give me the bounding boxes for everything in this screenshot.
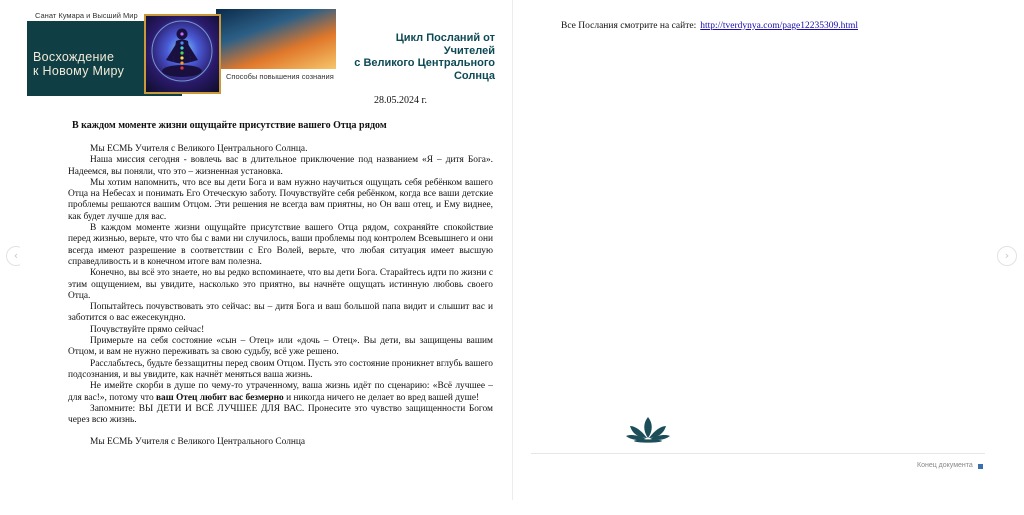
document-page-right	[512, 0, 995, 500]
bold-phrase: ваш Отец любит вас безмерно	[155, 392, 284, 403]
cycle-title: Цикл Посланий от Учителей с Великого Центрального Солнца	[354, 32, 495, 82]
banner-subtitle: Способы повышения сознания	[226, 72, 334, 81]
paragraph: Попытайтесь почувствовать это сейчас: вы – дитя Бога и ваш большой папа видит и слышит вас и заботится о вас ежесекундно.	[68, 302, 493, 324]
paragraph: Наша миссия сегодня - вовлечь вас в длительное приключение под названием «Я – дитя Бога». Надеемся, вы поняли, что это – жизненная установка.	[68, 155, 493, 177]
paragraph: В каждом моменте жизни ощущайте присутствие вашего Отца рядом, сохраняйте спокойствие перед жизнью, верьте, что что бы с вами ни случилось, ваши проблемы под контролем Всевышнего и они всегда имеют разрешение в соответствии с Его Волей, верьте, что любая ситуация имеет высшую справедливость и в конечном итоге вам полезна.	[68, 223, 493, 267]
paragraph: Примерьте на себя состояние «сын – Отец» или «дочь – Отец». Вы дети, вы защищены вашим Отцом, и вам не нужно переживать за свою судьбу, всё уже решено.	[68, 336, 493, 358]
chevron-right-icon: ›	[1004, 249, 1010, 262]
end-of-document-label: Конец документа	[917, 462, 973, 469]
paragraph: Расслабьтесь, будьте беззащитны перед своим Отцом. Пусть это состояние проникнет вглубь вашего подсознания, и вы увидите, как начнёт меняться ваша жизнь.	[68, 358, 493, 380]
end-marker-icon	[978, 464, 983, 469]
document-body	[68, 144, 493, 449]
chevron-left-icon: ‹	[13, 249, 19, 262]
meditation-image	[144, 14, 221, 94]
paragraph: Почувствуйте прямо сейчас!	[90, 324, 205, 335]
document-date: 28.05.2024 г.	[374, 95, 427, 106]
end-divider	[531, 453, 985, 454]
site-link-label: Все Послания смотрите на сайте:	[561, 21, 697, 31]
document-page-left	[20, 0, 510, 500]
document-heading: В каждом моменте жизни ощущайте присутствие вашего Отца рядом	[72, 120, 387, 131]
paragraph: Мы хотим напомнить, что все вы дети Бога и вам нужно научиться ощущать себя ребёнком вашего Отца на Небесах и понимать Его Отеческую заботу. Почувствуйте себя ребёнком, когда все ваши детские проблемы решаются вашим Отцом. Эти решения не всегда вам приятны, но Он ваш отец, и Ему виднее, как будет лучше для вас.	[68, 177, 493, 222]
site-link[interactable]: http://tverdynya.com/page12235309.html	[700, 21, 858, 31]
meditating-figure-icon	[146, 16, 219, 92]
paragraph: Не имейте скорби в душе по чему-то утраченному, ваша жизнь идёт по сценарию: «Всё лучшее – для вас!», потому что ваш Отец любит вас безмерно и никогда ничего не делает во вред вашей душе!	[68, 381, 493, 403]
lotus-icon	[625, 414, 671, 444]
paragraph: Конечно, вы всё это знаете, но вы редко вспоминаете, что вы дети Бога. Старайтесь идти по жизни с этим ощущением, вы увидите, насколько это приятно, вы начнёте ощущать истинную любовь своего Отца.	[68, 268, 493, 301]
paragraph: Запомните: ВЫ ДЕТИ И ВСЁ ЛУЧШЕЕ ДЛЯ ВАС. Пронесите это чувство защищенности Богом через всю жизнь.	[68, 403, 493, 426]
banner-landscape-image	[216, 9, 336, 69]
closing-line: Мы ЕСМЬ Учителя с Великого Центрального Солнца	[90, 437, 306, 448]
site-link-line	[561, 21, 858, 31]
banner-title: Восхождение к Новому Миру	[33, 50, 125, 78]
paragraph: Мы ЕСМЬ Учителя с Великого Центрального Солнца.	[90, 144, 308, 154]
banner-publisher: Санат Кумара и Высший Мир	[35, 11, 138, 20]
next-page-button[interactable]	[997, 246, 1017, 266]
